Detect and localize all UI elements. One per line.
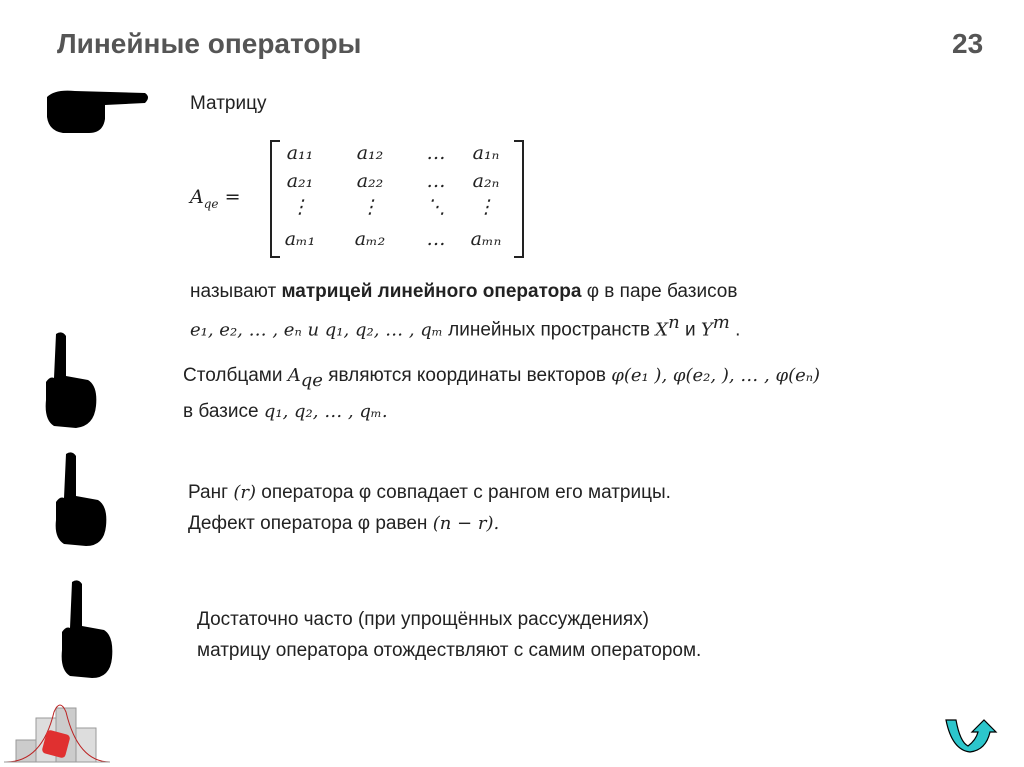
page-number: 23 bbox=[952, 28, 984, 59]
pointing-up-hand-icon bbox=[58, 578, 118, 682]
matrix-definition: называют матрицей линейного оператора φ в паре базисов e₁, e₂, … , eₙ и q₁, q₂, … , qₘ линейных пространств $X^n$ и $Y^m$ . bbox=[190, 281, 741, 341]
identification-note: Достаточно часто (при упрощённых рассуждениях) матрицу оператора отождествляют с самим оператором. bbox=[197, 609, 702, 661]
intro-text: Матрицу bbox=[190, 93, 267, 114]
pointing-up-hand-icon bbox=[52, 450, 112, 548]
columns-statement: Столбцами $A_{qe}$ являются координаты векторов φ(e₁ ), φ(e₂, ), … , φ(eₙ) в базисе q₁, q₂, … , qₘ. bbox=[183, 365, 821, 422]
pointing-right-hand-icon bbox=[45, 85, 153, 137]
probability-dice-logo bbox=[2, 690, 112, 765]
pointing-up-hand-icon bbox=[42, 330, 102, 430]
rank-statement: Ранг (r) оператора φ совпадает с рангом его матрицы. Дефект оператора φ равен (n − r). bbox=[188, 482, 671, 534]
matrix-brackets: a₁₁ a₁₂ … a₁ₙ a₂₁ a₂₂ … a₂ₙ ⋮ ⋮ ⋱ ⋮ aₘ₁ aₘ₂ … aₘₙ bbox=[270, 140, 524, 258]
return-arrow-icon[interactable] bbox=[944, 716, 1000, 754]
slide-title: Линейные операторы bbox=[57, 28, 362, 59]
